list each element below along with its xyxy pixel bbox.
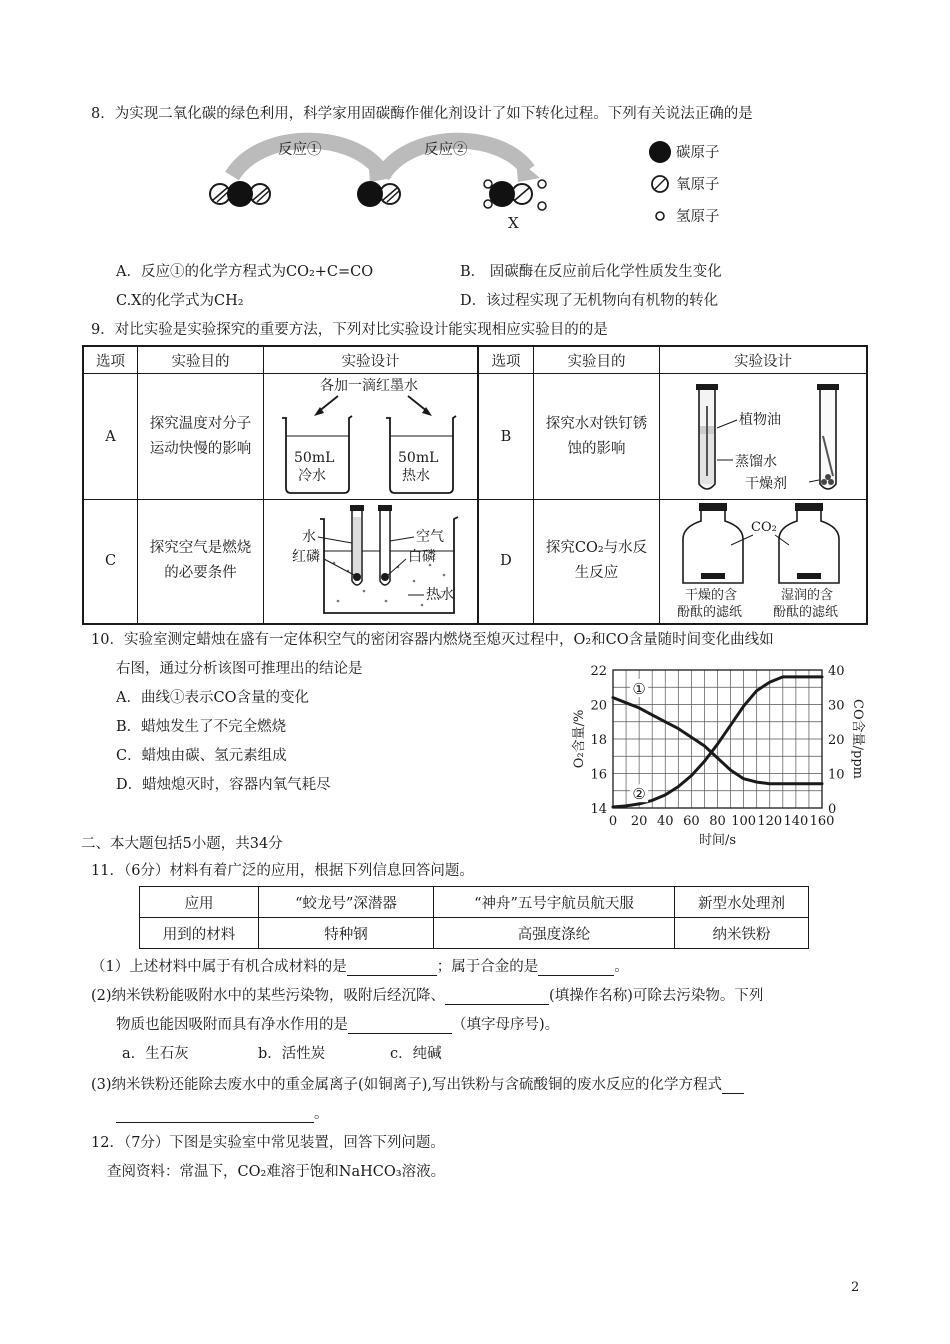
y2-axis-label: CO含量/ppm [850, 699, 865, 779]
row-b-option: B [478, 374, 534, 500]
row-c-option: C [83, 500, 138, 624]
y-tick-label: 18 [590, 733, 607, 748]
oxygen-atom-icon [652, 176, 668, 192]
y-tick-label: 20 [590, 698, 607, 714]
o2-co-line-chart [560, 662, 870, 852]
y-tick-label: 14 [590, 802, 607, 817]
row-b-purpose: 探究水对铁钉锈蚀的影响 [534, 374, 660, 500]
section-2-title: 二、本大题包括5小题，共34分 [81, 836, 283, 852]
answer-blank-5a[interactable] [722, 1077, 744, 1094]
answer-blank-3[interactable] [445, 988, 549, 1005]
q11-stem: 11．（6分）材料有着广泛的应用，根据下列信息回答问题。 [91, 863, 474, 879]
svg-text:各加一滴红墨水: 各加一滴红墨水 [320, 377, 418, 394]
y2-tick-label: 0 [828, 802, 837, 817]
q8-option-d: D．该过程实现了无机物向有机物的转化 [460, 293, 719, 309]
y2-tick-label: 20 [828, 733, 845, 748]
x-axis-label: 时间/s [698, 833, 737, 848]
svg-text:空气: 空气 [416, 529, 444, 546]
svg-text:50mL: 50mL [398, 449, 439, 466]
svg-text:酚酞的滤纸: 酚酞的滤纸 [772, 605, 838, 621]
x-tick-label: 140 [783, 814, 809, 829]
q11-part2-opt-c: c．纯碱 [390, 1046, 442, 1062]
row-d-purpose: 探究CO₂与水反生反应 [534, 500, 660, 624]
mat-cell-1: 特种钢 [259, 918, 434, 949]
y-tick-label: 16 [590, 767, 607, 783]
y2-tick-label: 30 [828, 698, 845, 714]
x-label: X [508, 214, 519, 232]
mat-header-3: 新型水处理剂 [675, 887, 809, 918]
y2-tick-label: 40 [828, 664, 845, 679]
svg-text:热水: 热水 [402, 467, 430, 484]
q10-option-d: D．蜡烛熄灭时，容器内氧气耗尽 [116, 777, 331, 793]
svg-text:红磷: 红磷 [292, 549, 320, 566]
svg-text:白磷: 白磷 [408, 549, 436, 566]
x-tick-label: 100 [731, 814, 757, 829]
q8-option-c: C.X的化学式为CH₂ [116, 293, 244, 309]
legend-carbon: 碳原子 [676, 145, 720, 161]
row-b-design [660, 374, 868, 500]
page-number: 2 [851, 1280, 860, 1295]
svg-text:CO₂: CO₂ [750, 520, 777, 536]
svg-text:干燥的含: 干燥的含 [684, 588, 737, 604]
header-design: 实验设计 [264, 346, 479, 374]
q8-option-b: B． 固碳酶在反应前后化学性质发生变化 [460, 264, 722, 280]
iron-nail-test-tubes-diagram [661, 376, 866, 498]
y2-tick-label: 10 [828, 767, 845, 783]
co-molecule-icon [357, 181, 400, 207]
mat-cell-0: 用到的材料 [140, 918, 259, 949]
row-d-design [660, 500, 868, 624]
row-c-design [264, 500, 479, 624]
x-tick-label: 80 [709, 814, 726, 829]
q10-option-c: C．蜡烛由碳、氢元素组成 [116, 748, 287, 764]
q10-stem-2: 右图，通过分析该图可推理出的结论是 [116, 661, 363, 677]
q9-stem: 9．对比实验是实验探究的重要方法，下列对比实验设计能实现相应实验目的的是 [91, 322, 608, 338]
header-option: 选项 [83, 346, 138, 374]
y-tick-label: 22 [590, 664, 607, 679]
q11-part3-line2: 。 [116, 1102, 329, 1123]
svg-text:酚酞的滤纸: 酚酞的滤纸 [676, 605, 742, 621]
q9-experiment-table [82, 345, 868, 625]
row-a-purpose: 探究温度对分子运动快慢的影响 [138, 374, 264, 500]
answer-blank-5b[interactable] [116, 1106, 314, 1123]
row-c-purpose: 探究空气是燃烧的必要条件 [138, 500, 264, 624]
series-label-1: ① [632, 679, 646, 698]
svg-text:热水: 热水 [426, 587, 454, 604]
header-design-2: 实验设计 [660, 346, 868, 374]
q10-stem-1: 10．实验室测定蜡烛在盛有一定体积空气的密闭容器内燃烧至熄灭过程中，O₂和CO含量随时间变化曲线如 [91, 632, 774, 648]
svg-text:水: 水 [302, 529, 316, 546]
carbon-atom-icon [649, 141, 671, 163]
row-a-design [264, 374, 479, 500]
beakers-diagram [268, 376, 473, 498]
header-purpose-2: 实验目的 [534, 346, 660, 374]
q12-stem: 12．（7分）下图是实验室中常见装置，回答下列问题。 [91, 1135, 445, 1151]
svg-text:干燥剂: 干燥剂 [744, 475, 787, 492]
combustion-beaker-diagram [268, 501, 473, 621]
reaction1-label: 反应① [278, 142, 322, 158]
mat-header-0: 应用 [140, 887, 259, 918]
mat-header-2: “神舟”五号宇航员航天服 [434, 887, 675, 918]
svg-text:蒸馏水: 蒸馏水 [734, 453, 777, 470]
mat-cell-3: 纳米铁粉 [675, 918, 809, 949]
x-tick-label: 60 [683, 814, 700, 829]
x-tick-label: 20 [630, 814, 648, 829]
reaction2-label: 反应② [424, 142, 468, 158]
q11-part2-opt-b: b．活性炭 [258, 1046, 326, 1062]
gas-bottles-diagram [661, 501, 866, 621]
hydrogen-atom-icon [656, 212, 664, 220]
svg-text:冷水: 冷水 [298, 467, 326, 484]
q12-info: 查阅资料：常温下，CO₂难溶于饱和NaHCO₃溶液。 [107, 1164, 446, 1180]
legend-oxygen: 氧原子 [676, 177, 720, 193]
x-tick-label: 0 [608, 814, 618, 829]
row-a-option: A [83, 374, 138, 500]
svg-text:植物油: 植物油 [738, 411, 781, 428]
svg-text:50mL: 50mL [294, 449, 335, 466]
answer-blank-4[interactable] [348, 1017, 452, 1034]
x-molecule-icon [484, 180, 546, 210]
q10-option-b: B．蜡烛发生了不完全燃烧 [116, 719, 287, 735]
q11-part1: （1）上述材料中属于有机合成材料的是 ；属于合金的是 。 [91, 959, 629, 975]
q8-stem: 8．为实现二氧化碳的绿色利用，科学家用固碳酶作催化剂设计了如下转化过程。下列有关说法正确的是 [91, 106, 753, 122]
q11-part2-line2: 物质也能因吸附而具有净水作用的是 （填字母序号)。 [116, 1017, 560, 1033]
answer-blank-1[interactable] [347, 959, 437, 976]
q11-part2-opt-a: a．生石灰 [122, 1046, 189, 1062]
header-purpose: 实验目的 [138, 346, 264, 374]
q11-materials-table [139, 886, 809, 949]
q8-reaction-diagram [200, 128, 560, 238]
answer-blank-2[interactable] [538, 959, 614, 976]
mat-cell-2: 高强度涤纶 [434, 918, 675, 949]
x-tick-label: 120 [757, 814, 783, 829]
legend-hydrogen: 氢原子 [676, 209, 720, 225]
svg-text:湿润的含: 湿润的含 [780, 588, 833, 604]
q8-option-a: A．反应①的化学方程式为CO₂+C=CO [116, 264, 374, 280]
header-option-2: 选项 [478, 346, 534, 374]
q11-part2-line1: (2)纳米铁粉能吸附水中的某些污染物，吸附后经沉降、 (填操作名称)可除去污染物。下列 [91, 988, 764, 1004]
q10-option-a: A．曲线①表示CO含量的变化 [116, 690, 309, 706]
row-d-option: D [478, 500, 534, 624]
x-tick-label: 160 [809, 814, 835, 829]
mat-header-1: “蛟龙号”深潜器 [259, 887, 434, 918]
series-label-2: ② [632, 785, 646, 804]
atom-legend [648, 138, 778, 230]
q11-part3-line1: (3)纳米铁粉还能除去废水中的重金属离子(如铜离子),写出铁粉与含硫酸铜的废水反应的化学方程式 [91, 1073, 744, 1094]
co2-molecule-icon [210, 181, 270, 207]
x-tick-label: 40 [656, 814, 674, 829]
y-axis-label: O₂含量/% [572, 709, 587, 769]
